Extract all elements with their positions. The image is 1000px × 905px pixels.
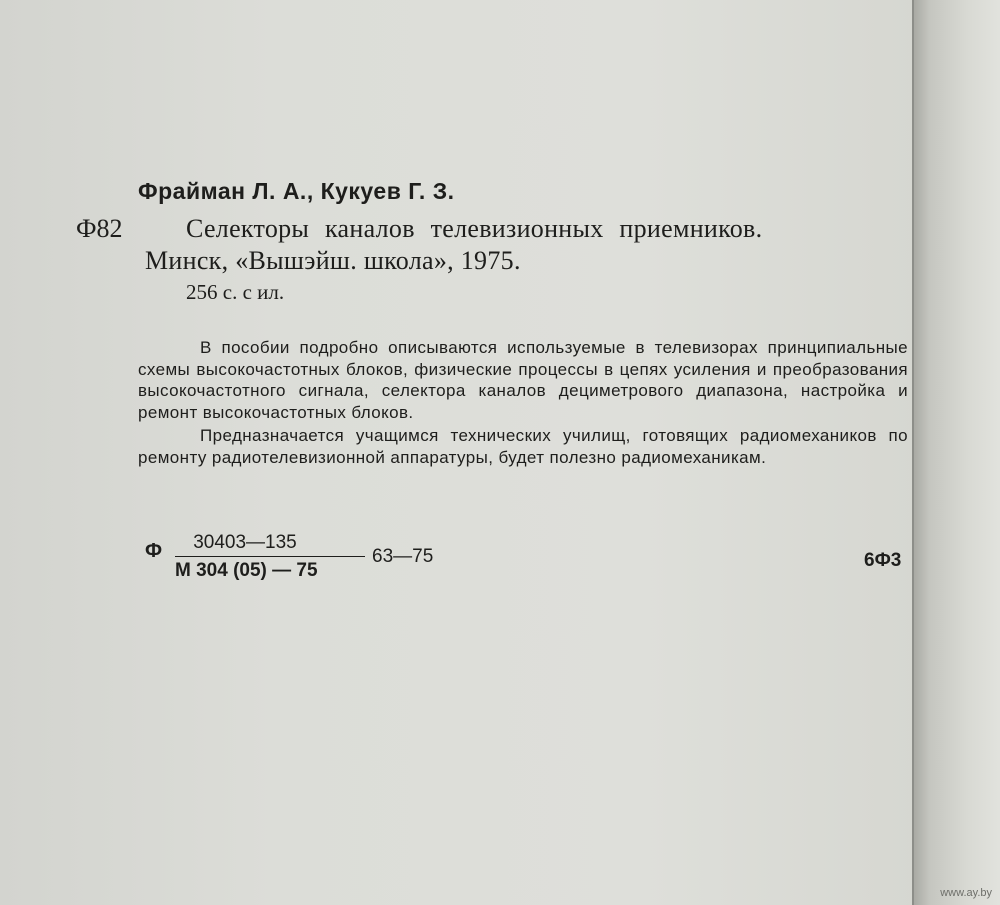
class-code: Ф82 bbox=[76, 214, 123, 243]
abstract-paragraph-1: В пособии подробно описываются используемые в телевизорах принципиальные схемы высокочастотных блоков, физические процессы в цепях усиления и преобразования высокочастотного сигнала, селектора каналов дециметрового диапазона, настройка и ремонт высокочастотных блоков. bbox=[138, 338, 908, 422]
imprint-series: 63—75 bbox=[372, 546, 434, 567]
imprint-fraction bbox=[175, 532, 365, 582]
imprint-denominator: М 304 (05) — 75 bbox=[175, 560, 318, 581]
authors: Фрайман Л. А., Кукуев Г. З. bbox=[138, 178, 455, 204]
abstract bbox=[138, 337, 908, 468]
imprint-numerator: 30403—135 bbox=[175, 532, 365, 557]
publication-info: Минск, «Вышэйш. школа», 1975. bbox=[145, 246, 521, 275]
adjacent-page-edge bbox=[912, 0, 1000, 905]
page-count: 256 с. с ил. bbox=[186, 280, 285, 304]
imprint-prefix: Ф bbox=[145, 540, 163, 562]
bleed-through-text bbox=[480, 0, 910, 60]
book-title: Селекторы каналов телевизионных приемников. bbox=[186, 214, 763, 243]
abstract-paragraph-2: Предназначается учащимся технических училищ, готовящих радиомехаников по ремонту радиотелевизионной аппаратуры, будет полезно радиомеханикам. bbox=[138, 426, 908, 467]
bbk-code: 6Ф3 bbox=[864, 550, 902, 571]
watermark: www.ay.by bbox=[940, 887, 992, 899]
